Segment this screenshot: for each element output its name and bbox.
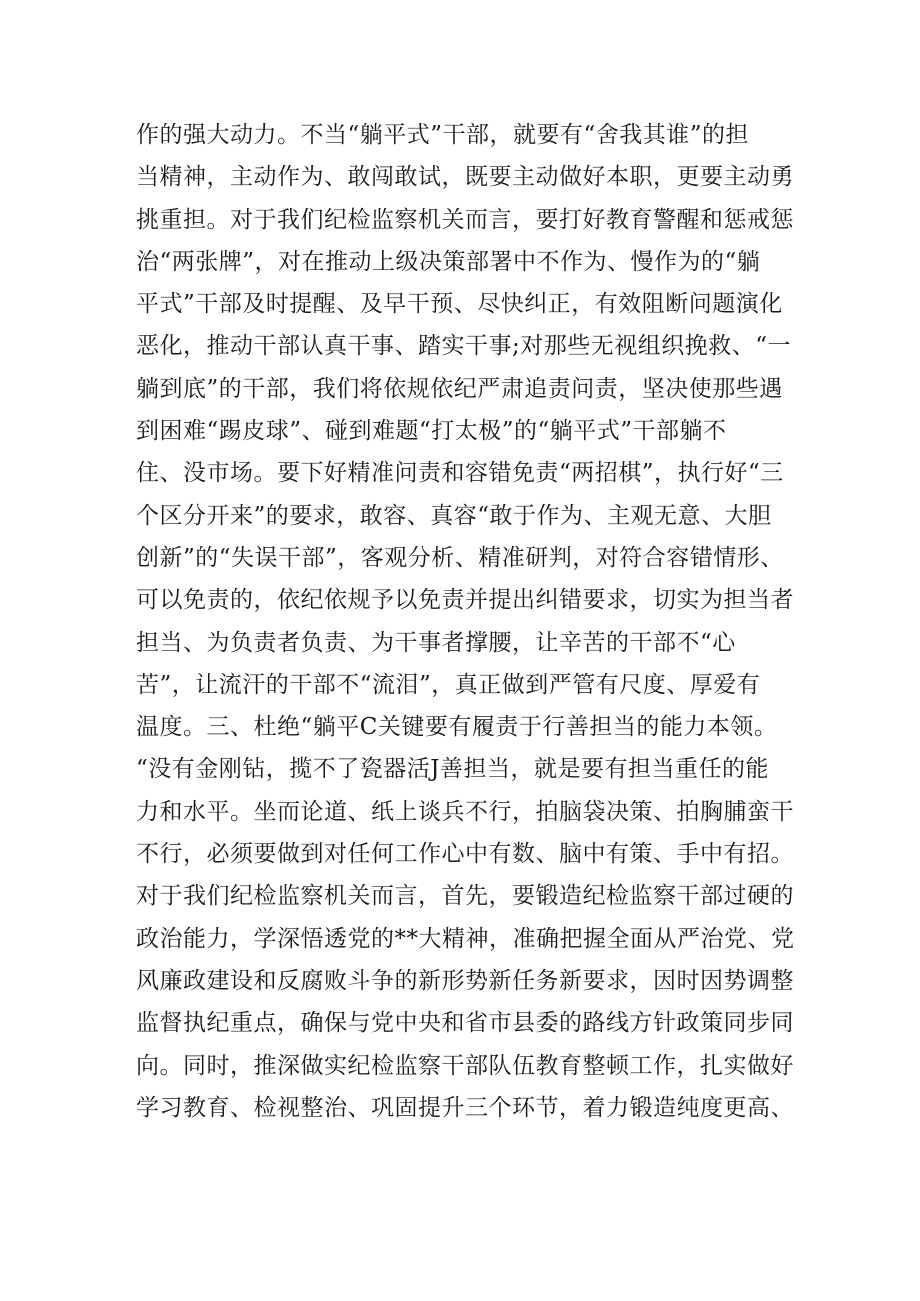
text-line: 当精神，主动作为、敢闯敢试，既要主动做好本职，更要主动勇	[136, 164, 794, 191]
text-line: “没有金刚钻，揽不了瓷器活J善担当，就是要有担当重任的能	[136, 756, 769, 783]
body-text	[136, 114, 798, 1129]
text-line: 住、没市场。要下好精准问责和容错免责“两招棋”，执行好“三	[136, 460, 784, 487]
text-line: 到困难“踢皮球”、碰到难题“打太极”的“躺平式”干部躺不	[136, 418, 727, 445]
text-line: 力和水平。坐而论道、纸上谈兵不行，拍脑袋决策、拍胸脯蛮干	[136, 798, 794, 825]
text-line: 苦”，让流汗的干部不“流泪”，真正做到严管有尺度、厚爱有	[136, 671, 761, 698]
text-line: 平式”干部及时提醒、及早干预、尽快纠正，有效阻断问题演化	[136, 291, 783, 318]
text-line: 创新”的“失误干部”，客观分析、精准研判，对符合容错情形、	[136, 544, 784, 571]
text-line: 个区分开来”的要求，敢容、真容“敢于作为、主观无意、大胆	[136, 502, 772, 529]
text-line: 不行，必须要做到对任何工作心中有数、脑中有策、手中有招。	[136, 841, 794, 868]
text-line: 温度。三、杜绝“躺平C关键要有履责于行善担当的能力本领。	[136, 714, 778, 741]
text-line: 政治能力，学深悟透党的**大精神，准确把握全面从严治党、党	[136, 925, 795, 952]
text-line: 对于我们纪检监察机关而言，首先，要锻造纪检监察干部过硬的	[136, 883, 794, 910]
text-line: 学习教育、检视整治、巩固提升三个环节，着力锻造纯度更高、	[136, 1094, 794, 1121]
text-line: 风廉政建设和反腐败斗争的新形势新任务新要求，因时因势调整	[136, 967, 794, 994]
text-line: 可以免责的，依纪依规予以免责并提出纠错要求，切实为担当者	[136, 587, 794, 614]
text-line: 恶化，推动干部认真干事、踏实干事;对那些无视组织挽救、“一	[136, 333, 792, 360]
text-line: 治“两张牌”，对在推动上级决策部署中不作为、慢作为的“躺	[136, 248, 761, 275]
text-line: 躺到底”的干部，我们将依规依纪严肃追责问责，坚决使那些遇	[136, 375, 783, 402]
text-line: 向。同时，推深做实纪检监察干部队伍教育整顿工作，扎实做好	[136, 1052, 794, 1079]
text-line: 挑重担。对于我们纪检监察机关而言，要打好教育警醒和惩戒惩	[136, 206, 794, 233]
text-line: 担当、为负责者负责、为干事者撑腰，让辛苦的干部不“心	[136, 629, 736, 656]
text-line: 监督执纪重点，确保与党中央和省市县委的路线方针政策同步同	[136, 1010, 794, 1037]
text-line: 作的强大动力。不当“躺平式”干部，就要有“舍我其谁”的担	[136, 122, 750, 148]
